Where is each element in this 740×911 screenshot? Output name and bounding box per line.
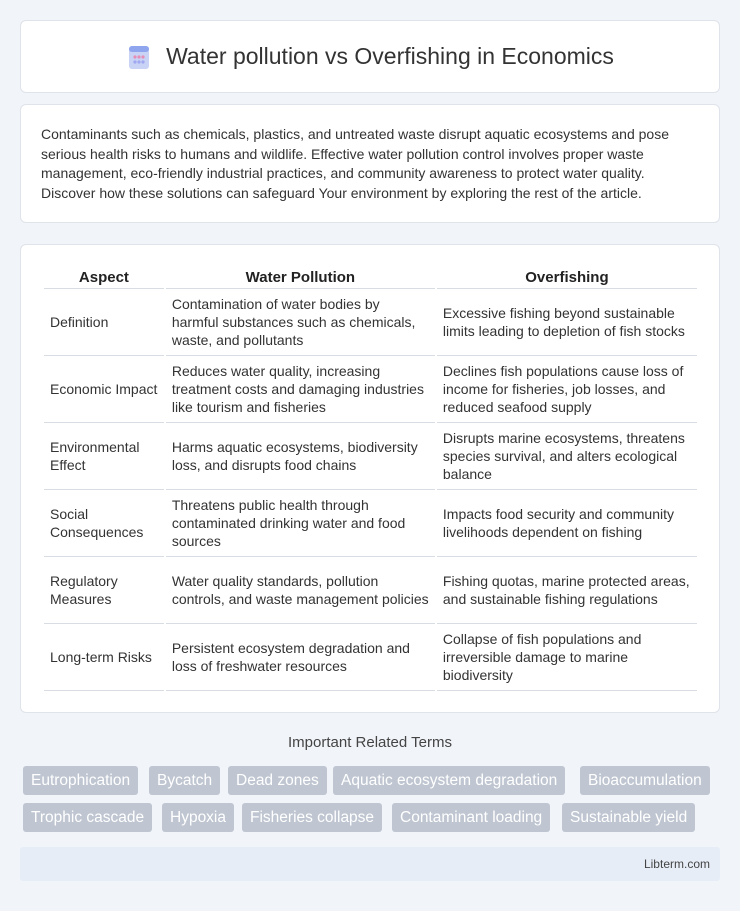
table-row bbox=[44, 557, 697, 624]
intro-card bbox=[20, 104, 720, 223]
row-overfishing: Collapse of fish populations and irreversible damage to marine biodiversity bbox=[437, 624, 697, 691]
table-row bbox=[44, 423, 697, 490]
table-row bbox=[44, 624, 697, 691]
row-water-pollution: Water quality standards, pollution controls, and waste management policies bbox=[166, 557, 435, 624]
row-overfishing: Declines fish populations cause loss of income for fisheries, job losses, and reduced seafood supply bbox=[437, 356, 697, 423]
related-terms-title: Important Related Terms bbox=[288, 734, 452, 751]
row-water-pollution: Persistent ecosystem degradation and loss of freshwater resources bbox=[166, 624, 435, 691]
row-aspect: Environmental Effect bbox=[44, 423, 164, 490]
header-aspect: Aspect bbox=[44, 265, 164, 289]
term-tag[interactable]: Sustainable yield bbox=[562, 803, 695, 832]
table-row bbox=[44, 490, 697, 557]
row-overfishing: Fishing quotas, marine protected areas, and sustainable fishing regulations bbox=[437, 557, 697, 624]
term-tag[interactable]: Eutrophication bbox=[23, 766, 138, 795]
table-row bbox=[44, 289, 697, 356]
term-tag[interactable]: Aquatic ecosystem degradation bbox=[333, 766, 565, 795]
row-water-pollution: Contamination of water bodies by harmful substances such as chemicals, waste, and pollutants bbox=[166, 289, 435, 356]
header-water-pollution: Water Pollution bbox=[166, 265, 435, 289]
row-overfishing: Impacts food security and community livelihoods dependent on fishing bbox=[437, 490, 697, 557]
term-tag[interactable]: Hypoxia bbox=[162, 803, 234, 832]
term-tag[interactable]: Bycatch bbox=[149, 766, 220, 795]
header-overfishing: Overfishing bbox=[437, 265, 697, 289]
term-tag[interactable]: Bioaccumulation bbox=[580, 766, 710, 795]
document-icon bbox=[126, 43, 152, 71]
term-tag[interactable]: Dead zones bbox=[228, 766, 327, 795]
row-aspect: Social Consequences bbox=[44, 490, 164, 557]
header-card bbox=[20, 20, 720, 93]
row-water-pollution: Reduces water quality, increasing treatment costs and damaging industries like tourism and fisheries bbox=[166, 356, 435, 423]
row-aspect: Regulatory Measures bbox=[44, 557, 164, 624]
row-overfishing: Excessive fishing beyond sustainable limits leading to depletion of fish stocks bbox=[437, 289, 697, 356]
footer-link[interactable]: Libterm.com bbox=[643, 857, 710, 871]
term-tag[interactable]: Fisheries collapse bbox=[242, 803, 382, 832]
comparison-card bbox=[20, 244, 720, 713]
row-aspect: Definition bbox=[44, 289, 164, 356]
footer bbox=[20, 847, 720, 881]
term-tag[interactable]: Contaminant loading bbox=[392, 803, 550, 832]
comparison-table bbox=[42, 265, 699, 691]
term-tag[interactable]: Trophic cascade bbox=[23, 803, 152, 832]
intro-text: Contaminants such as chemicals, plastics, and untreated waste disrupt aquatic ecosystems and pose serious health risks to humans and wildlife. Effective water pollution control involves proper waste management, eco-friendly industrial practices, and community awareness to protect water quality. Discover how these solutions can safeguard Your environment by exploring the rest of the article. bbox=[41, 126, 669, 201]
table-row bbox=[44, 356, 697, 423]
table-header-row bbox=[44, 265, 697, 289]
page-title: Water pollution vs Overfishing in Economics bbox=[166, 43, 614, 69]
row-water-pollution: Threatens public health through contaminated drinking water and food sources bbox=[166, 490, 435, 557]
row-overfishing: Disrupts marine ecosystems, threatens species survival, and alters ecological balance bbox=[437, 423, 697, 490]
row-aspect: Long-term Risks bbox=[44, 624, 164, 691]
row-water-pollution: Harms aquatic ecosystems, biodiversity loss, and disrupts food chains bbox=[166, 423, 435, 490]
row-aspect: Economic Impact bbox=[44, 356, 164, 423]
